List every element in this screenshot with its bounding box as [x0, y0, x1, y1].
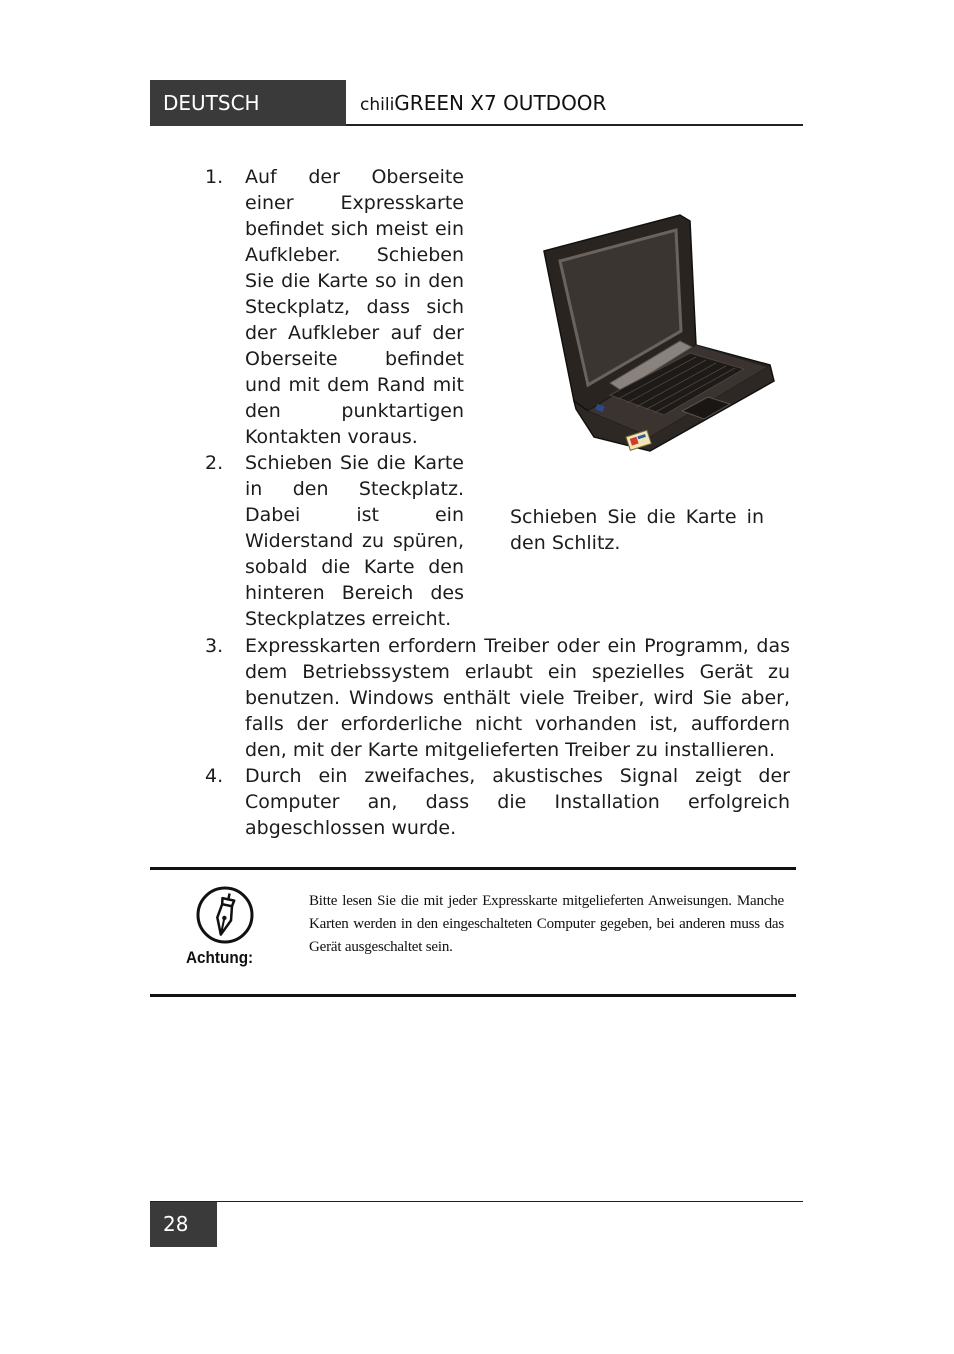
figure-caption: Schieben Sie die Karte in den Schlitz. [510, 506, 764, 554]
step-number: 2. [205, 452, 224, 474]
notice-label: Achtung: [186, 948, 254, 967]
step-number: 3. [205, 635, 224, 657]
step-number: 4. [205, 765, 224, 787]
step-text: Auf der Oberseite einer Expresskarte befindet sich meist ein Aufkleber. Schieben Sie die Karte so in den Steckplatz, dass sich der Aufkleber auf der Oberseite befindet und mit dem Rand mit den punktartigen Kontakten voraus. [245, 166, 464, 448]
title-prefix: chili [360, 95, 395, 115]
page-header [150, 80, 803, 126]
step-text: Schieben Sie die Karte in den Steckplatz. Dabei ist ein Widerstand zu spüren, sobald die Karte den hinteren Bereich des Steckplatzes erreicht. [245, 452, 464, 630]
header-rule [346, 124, 803, 126]
laptop-illustration [530, 205, 780, 470]
step-number: 1. [205, 166, 224, 188]
pen-nib-icon [195, 885, 255, 945]
title-main: GREEN X7 OUTDOOR [394, 91, 607, 115]
notice-bottom-rule [150, 994, 796, 997]
step-text: Durch ein zweifaches, akustisches Signal zeigt der Computer an, dass die Installation erfolgreich abgeschlossen wurde. [245, 765, 790, 839]
footer-rule [150, 1201, 803, 1202]
step-text: Expresskarten erfordern Treiber oder ein Programm, das dem Betriebssystem erlaubt ein spezielles Gerät zu benutzen. Windows enthält viele Treiber, wird Sie aber, falls der erforderliche nicht vorhanden ist, auffordern den, mit der Karte mitgelieferten Treiber zu installieren. [245, 635, 790, 761]
page-number: 28 [150, 1202, 217, 1247]
notice-top-rule [150, 867, 796, 870]
language-label: DEUTSCH [150, 80, 346, 126]
notice-text: Bitte lesen Sie die mit jeder Expresskarte mitgelieferten Anweisungen. Manche Karten werden in den eingeschalteten Computer gegeben, bei anderen muss das Gerät ausgeschaltet sein. [309, 893, 784, 955]
document-title [360, 80, 606, 126]
